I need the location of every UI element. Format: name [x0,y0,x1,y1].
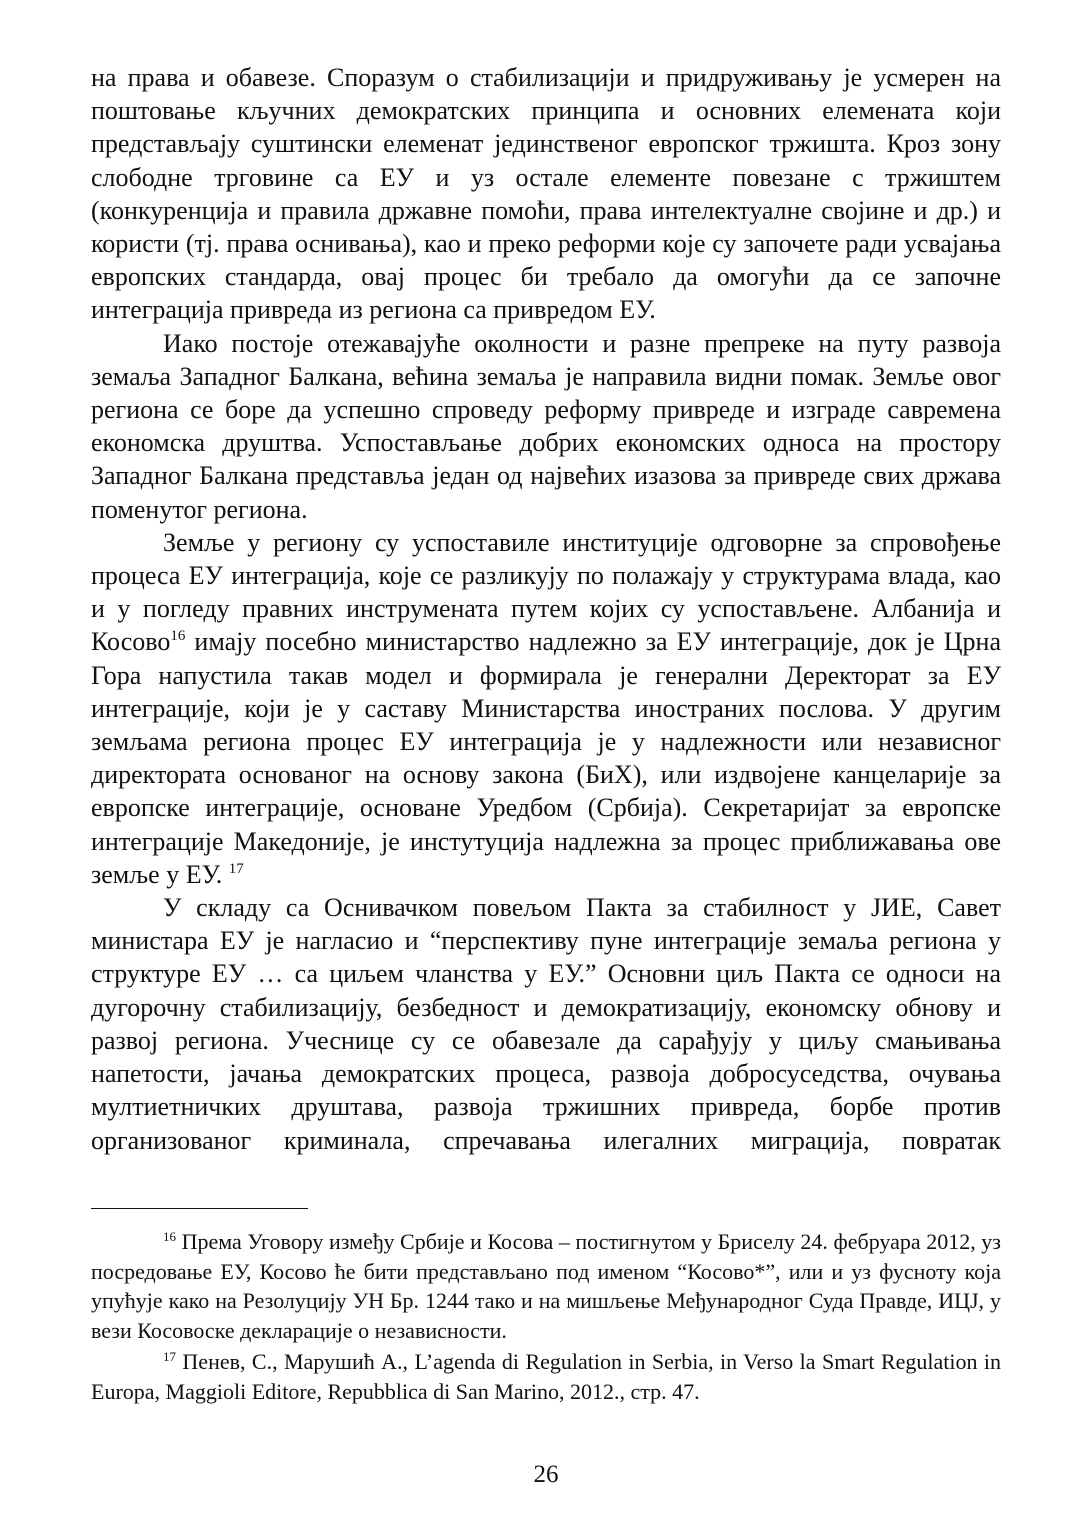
footnote-ref-17: 17 [228,860,244,877]
paragraph-3-text-end: имају посебно министарство надлежно за ЕУ интеграције, док је Црна Гора напустила такав модел и формирала је генерални Деректорат за ЕУ интеграције, који је у саставу Министарства иностраних послова. У другим земљама региона процес ЕУ интеграција је у надлежности или независног директората основаног на основу закона (БиХ), или издвојене канцеларије за европске интеграције, основане Уредбом (Србија). Секретаријат за европске интеграције Македоније, је инстутуција надлежна за процес приближавања ове земље у ЕУ. [91,627,1001,889]
page-number: 26 [533,1461,559,1488]
footnote-ref-16: 16 [170,628,186,645]
footnotes [91,1227,1001,1407]
footnote-number: 17 [163,1349,176,1365]
paragraph-4: У складу са Оснивачком повељом Пакта за стабилност у ЈИЕ, Савет министара ЕУ је нагласио и “перспективу пуне интеграције земаља региона у структуре ЕУ … са циљем чланства у ЕУ.” Основни циљ Пакта се односи на дугорочну стабилизацију, безбедност и демократизацију, економску обнову и развој региона. Учеснице су се обавезале да сарађују у циљу смањивања напетости, јачања демократских процеса, развоја добросуседства, очувања мултиетничких друштава, развоја тржишних привреда, борбе против организованог криминала, спречавања илегалних миграција, повратак [91,893,1001,1155]
body-text [91,61,1001,1157]
footnote-number: 16 [163,1229,176,1244]
footnote-text: Пенев, С., Марушић А., L’agenda di Regulation in Serbia, in Verso la Smart Regulation in Europa, Maggioli Editore, Repubblica di San Marino, 2012., стр. 47. [91,1349,1002,1404]
paragraph-3 [91,526,1001,891]
paragraph-1: на права и обавезе. Споразум о стабилизацији и придруживању је усмерен на поштовање кључних демократских принципа и основних елемената који представљају суштински елеменат јединственог европског тржишта. Кроз зону слободне трговине са ЕУ и уз остале елементе повезане с тржиштем (конкуренција и правила државне помоћи, права интелектуалне својине и др.) и користи (тј. права оснивања), као и преко реформи које су започете ради усвајања европских стандарда, овај процес би требало да омогући да се започне интеграција привреда из региона са привредом ЕУ. [91,63,1001,325]
footnote-text: Према Уговору између Србије и Косова – постигнутом у Бриселу 24. фебруара 2012, уз посредовање ЕУ, Косово ће бити представљано под именом “Косово*”, или и уз фусноту која упућује како на Резолуцију УН Бр. 1244 тако и на мишљење Међународног Суда Правде, ИЦЈ, у вези Косовоске декларације о независности. [91,1229,1001,1343]
footnote-separator [91,1208,308,1209]
paragraph-2: Иако постоје отежавајуће околности и разне препреке на путу развоја земаља Западног Балкана, већина земаља је направила видни помак. Земље овог региона се боре да успешно спроведу реформу привреде и изграде савремена економска друштва. Успостављање добрих економских односа на простору Западног Балкана представља један од највећих изазова за привреде свих држава поменутог региона. [91,328,1001,524]
paragraph-3-text-start: Земље у региону су успоставиле институције одговорне за спровођење процеса ЕУ интеграција, које се разликују по полажају у структурама влада, као и у погледу правних инструмената путем којих су успостављене. Албанија и Косово [91,527,1001,657]
footnote-17 [91,1347,1001,1406]
footnote-16 [91,1227,1001,1345]
